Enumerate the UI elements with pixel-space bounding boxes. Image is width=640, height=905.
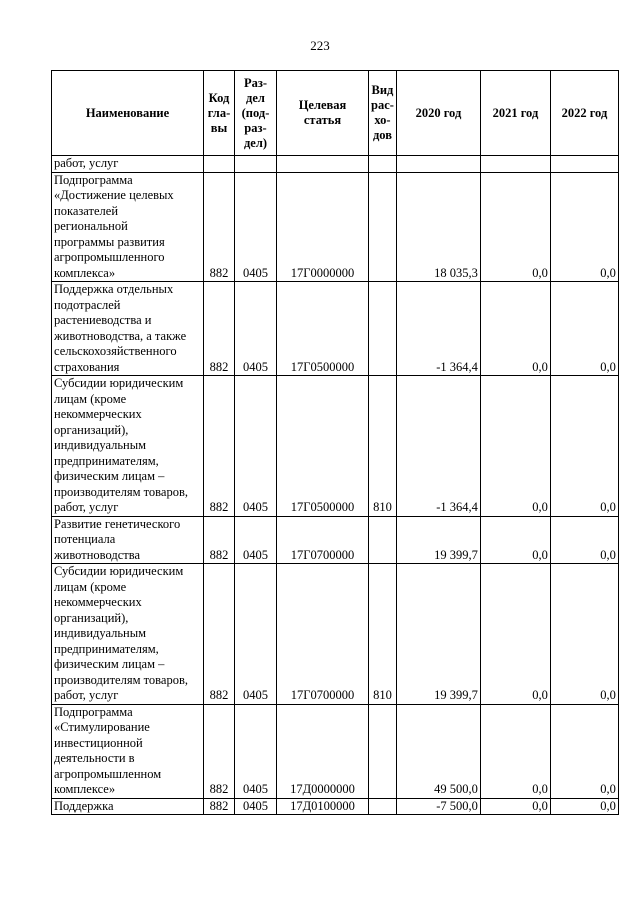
cell-target: 17Д0000000 [277,704,369,798]
cell-razdel: 0405 [235,282,277,376]
cell-razdel [235,156,277,173]
cell-kod: 882 [204,282,235,376]
page-number: 223 [310,38,330,53]
cell-vid [369,798,397,815]
cell-2021: 0,0 [480,704,550,798]
cell-target: 17Д0100000 [277,798,369,815]
cell-kod: 882 [204,172,235,282]
table-row [52,516,619,564]
table-row [52,172,619,282]
cell-kod [204,156,235,173]
cell-name: Поддержка [52,798,204,815]
cell-2020: 49 500,0 [396,704,480,798]
table-row [52,156,619,173]
cell-target: 17Г0500000 [277,376,369,517]
table-row [52,376,619,517]
cell-2022: 0,0 [550,516,618,564]
cell-name: Подпрограмма «Достижение целевых показателей региональной программы развития агропромышленного комплекса» [52,172,204,282]
cell-2022: 0,0 [550,704,618,798]
col-header-2021: 2021 год [480,71,550,156]
cell-vid [369,704,397,798]
cell-2020: -1 364,4 [396,282,480,376]
cell-razdel: 0405 [235,798,277,815]
cell-target: 17Г0700000 [277,516,369,564]
cell-2020: -1 364,4 [396,376,480,517]
col-header-target: Целевая статья [277,71,369,156]
cell-2021: 0,0 [480,564,550,705]
cell-2022: 0,0 [550,376,618,517]
cell-2020 [396,156,480,173]
cell-kod: 882 [204,798,235,815]
cell-2022 [550,156,618,173]
table-row [52,282,619,376]
cell-razdel: 0405 [235,516,277,564]
cell-2020: -7 500,0 [396,798,480,815]
cell-name: Поддержка отдельных подотраслей растениеводства и животноводства, а также сельскохозяйственного страхования [52,282,204,376]
cell-kod: 882 [204,376,235,517]
cell-2020: 18 035,3 [396,172,480,282]
cell-2022: 0,0 [550,798,618,815]
col-header-razdel: Раз- дел (под- раз- дел) [235,71,277,156]
cell-2021: 0,0 [480,798,550,815]
cell-2022: 0,0 [550,172,618,282]
table-row [52,798,619,815]
cell-vid: 810 [369,564,397,705]
cell-2022: 0,0 [550,564,618,705]
cell-vid [369,282,397,376]
cell-kod: 882 [204,564,235,705]
cell-2022: 0,0 [550,282,618,376]
cell-2021: 0,0 [480,172,550,282]
cell-vid [369,172,397,282]
cell-kod: 882 [204,516,235,564]
cell-name: Подпрограмма «Стимулирование инвестиционной деятельности в агропромышленном комплексе» [52,704,204,798]
cell-2021: 0,0 [480,376,550,517]
col-header-name: Наименование [52,71,204,156]
cell-name: Субсидии юридическим лицам (кроме некоммерческих организаций), индивидуальным предпринимателям, физическим лицам – производителям товаров, работ, услуг [52,376,204,517]
budget-table [51,70,619,815]
cell-razdel: 0405 [235,564,277,705]
cell-target [277,156,369,173]
cell-vid: 810 [369,376,397,517]
table-row [52,564,619,705]
cell-kod: 882 [204,704,235,798]
col-header-vid: Вид рас- хо- дов [369,71,397,156]
cell-razdel: 0405 [235,704,277,798]
cell-name: работ, услуг [52,156,204,173]
cell-2021: 0,0 [480,516,550,564]
cell-razdel: 0405 [235,172,277,282]
cell-name: Субсидии юридическим лицам (кроме некоммерческих организаций), индивидуальным предпринимателям, физическим лицам – производителям товаров, работ, услуг [52,564,204,705]
cell-razdel: 0405 [235,376,277,517]
cell-name: Развитие генетического потенциала животноводства [52,516,204,564]
cell-2020: 19 399,7 [396,516,480,564]
table-header-row [52,71,619,156]
col-header-kod: Код гла- вы [204,71,235,156]
cell-2021 [480,156,550,173]
cell-vid [369,156,397,173]
cell-2021: 0,0 [480,282,550,376]
cell-target: 17Г0000000 [277,172,369,282]
cell-2020: 19 399,7 [396,564,480,705]
table-row [52,704,619,798]
col-header-2020: 2020 год [396,71,480,156]
cell-target: 17Г0700000 [277,564,369,705]
cell-target: 17Г0500000 [277,282,369,376]
cell-vid [369,516,397,564]
col-header-2022: 2022 год [550,71,618,156]
